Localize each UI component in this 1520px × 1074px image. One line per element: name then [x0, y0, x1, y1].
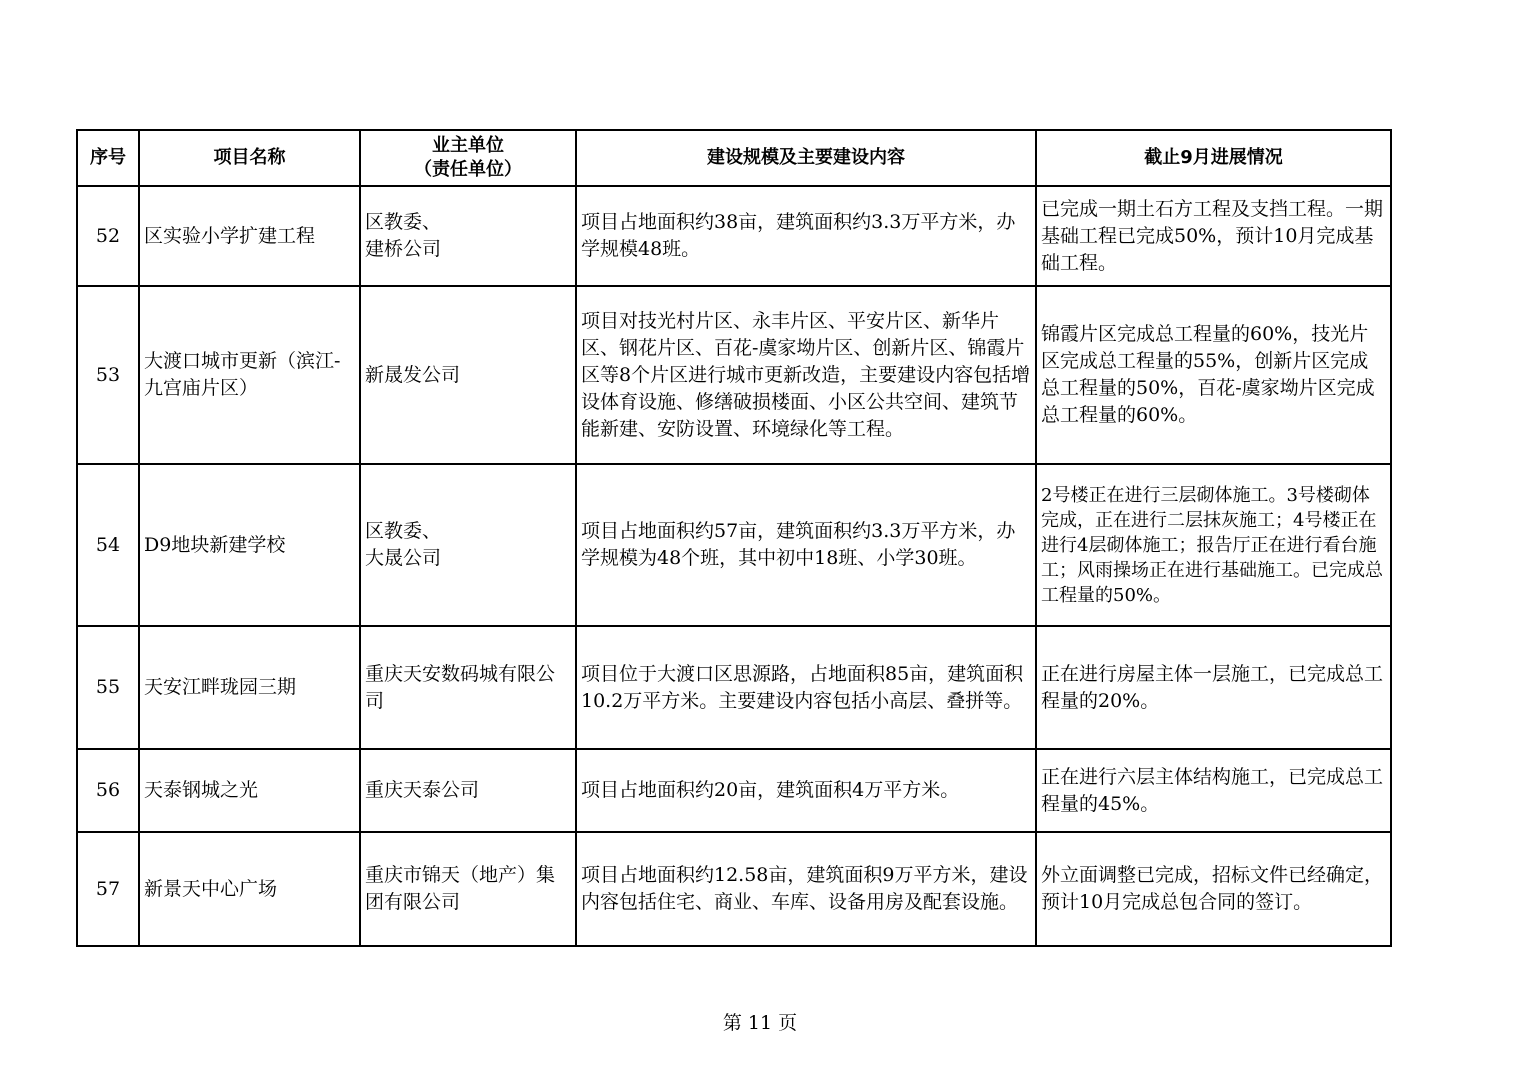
row-progress: 已完成一期土石方工程及支挡工程。一期基础工程已完成50%，预计10月完成基础工程。 — [1036, 186, 1391, 286]
project-table — [76, 129, 1392, 947]
header-owner-unit: 业主单位 （责任单位） — [360, 130, 576, 186]
header-seq: 序号 — [77, 130, 139, 186]
table-row — [77, 286, 1391, 464]
header-project-name: 项目名称 — [139, 130, 360, 186]
row-scope: 项目对技光村片区、永丰片区、平安片区、新华片区、钢花片区、百花-虞家坳片区、创新片区、锦霞片区等8个片区进行城市更新改造，主要建设内容包括增设体育设施、修缮破损楼面、小区公共空间、建筑节能新建、安防设置、环境绿化等工程。 — [576, 286, 1036, 464]
table-row — [77, 626, 1391, 749]
row-seq: 53 — [77, 286, 139, 464]
row-project-name: D9地块新建学校 — [139, 464, 360, 626]
project-table-wrapper — [76, 129, 1390, 947]
row-progress: 外立面调整已完成，招标文件已经确定，预计10月完成总包合同的签订。 — [1036, 832, 1391, 946]
row-owner-unit: 重庆天安数码城有限公司 — [360, 626, 576, 749]
row-progress: 锦霞片区完成总工程量的60%，技光片区完成总工程量的55%，创新片区完成总工程量的50%，百花-虞家坳片区完成总工程量的60%。 — [1036, 286, 1391, 464]
row-project-name: 区实验小学扩建工程 — [139, 186, 360, 286]
row-scope: 项目占地面积约20亩，建筑面积4万平方米。 — [576, 749, 1036, 832]
row-project-name: 新景天中心广场 — [139, 832, 360, 946]
page-number-footer: 第 11 页 — [722, 1012, 798, 1034]
row-owner-unit: 重庆天泰公司 — [360, 749, 576, 832]
header-progress: 截止9月进展情况 — [1036, 130, 1391, 186]
row-progress: 2号楼正在进行三层砌体施工。3号楼砌体完成，正在进行二层抹灰施工；4号楼正在进行4层砌体施工；报告厅正在进行看台施工；风雨操场正在进行基础施工。已完成总工程量的50%。 — [1036, 464, 1391, 626]
row-seq: 56 — [77, 749, 139, 832]
row-seq: 54 — [77, 464, 139, 626]
row-seq: 52 — [77, 186, 139, 286]
row-scope: 项目占地面积约57亩，建筑面积约3.3万平方米，办学规模为48个班，其中初中18班、小学30班。 — [576, 464, 1036, 626]
row-scope: 项目位于大渡口区思源路，占地面积85亩，建筑面积10.2万平方米。主要建设内容包括小高层、叠拼等。 — [576, 626, 1036, 749]
header-scope: 建设规模及主要建设内容 — [576, 130, 1036, 186]
row-owner-unit: 重庆市锦天（地产）集团有限公司 — [360, 832, 576, 946]
table-row — [77, 186, 1391, 286]
row-owner-unit: 新晟发公司 — [360, 286, 576, 464]
table-row — [77, 749, 1391, 832]
row-project-name: 大渡口城市更新（滨江-九宫庙片区） — [139, 286, 360, 464]
row-owner-unit: 区教委、 建桥公司 — [360, 186, 576, 286]
row-seq: 57 — [77, 832, 139, 946]
row-seq: 55 — [77, 626, 139, 749]
row-project-name: 天安江畔珑园三期 — [139, 626, 360, 749]
row-progress: 正在进行房屋主体一层施工，已完成总工程量的20%。 — [1036, 626, 1391, 749]
row-project-name: 天泰钢城之光 — [139, 749, 360, 832]
table-header-row — [77, 130, 1391, 186]
table-row — [77, 464, 1391, 626]
row-progress: 正在进行六层主体结构施工，已完成总工程量的45%。 — [1036, 749, 1391, 832]
row-scope: 项目占地面积约38亩，建筑面积约3.3万平方米，办学规模48班。 — [576, 186, 1036, 286]
row-scope: 项目占地面积约12.58亩，建筑面积9万平方米，建设内容包括住宅、商业、车库、设备用房及配套设施。 — [576, 832, 1036, 946]
table-row — [77, 832, 1391, 946]
row-owner-unit: 区教委、 大晟公司 — [360, 464, 576, 626]
